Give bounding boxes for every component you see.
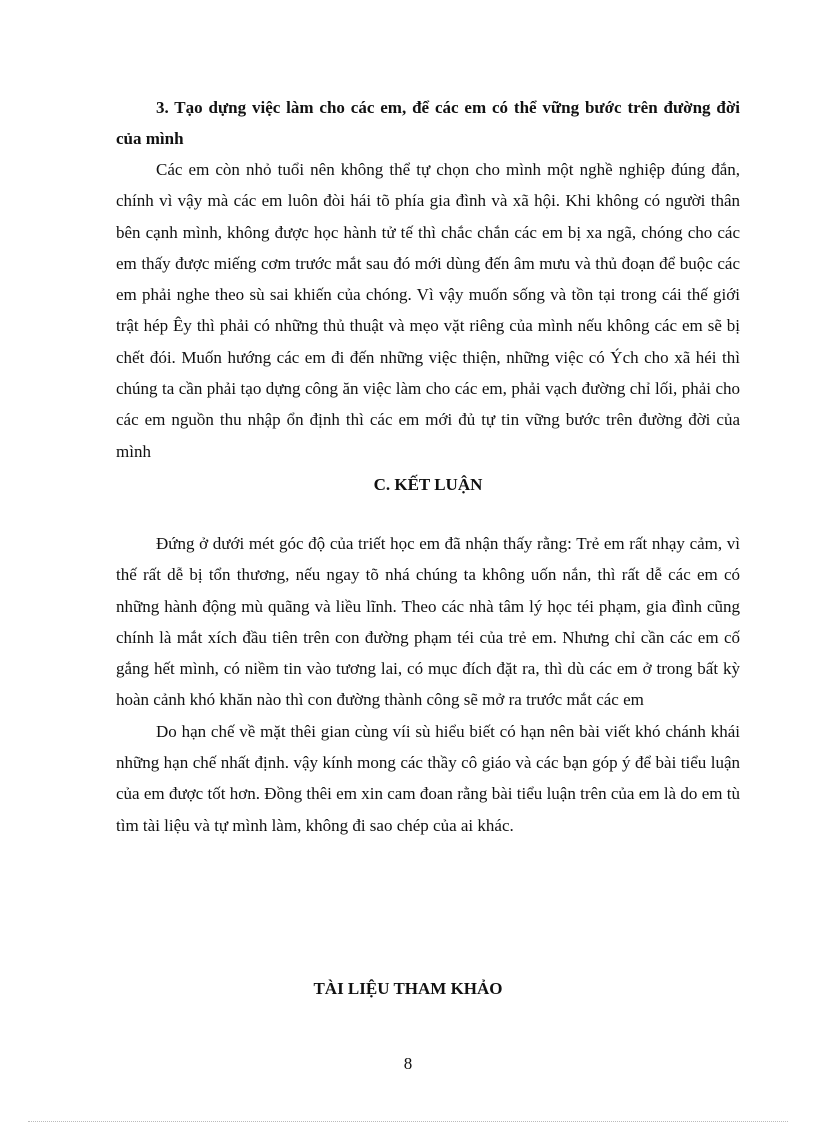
conclusion-heading: C. KẾT LUẬN <box>373 474 483 494</box>
conclusion-paragraph-1: Đứng ở dưới mét góc độ của triết học em đã nhận thấy rằng: Trẻ em rất nhạy cảm, vì thế rất dễ bị tổn thương, nếu ngay tõ nhá chúng ta không uốn nắn, thì rất dễ các em có những hành động mù quãng và liều lĩnh. Theo các nhà tâm lý học téi phạm, gia đình cũng chính là mắt xích đầu tiên trên con đường phạm téi của trẻ em. Nhưng chỉ cần các em cố gắng hết mình, có niềm tin vào tương lai, có mục đích đặt ra, thì dù các em ở trong bất kỳ hoàn cảnh khó khăn nào thì con đường thành công sẽ mở ra trước mắt các em <box>116 533 740 710</box>
section-3-paragraph: Các em còn nhỏ tuổi nên không thể tự chọn cho mình một nghề nghiệp đúng đắn, chính vì vậy mà các em luôn đòi hái tõ phía gia đình và xã hội. Khi không có người thân bên cạnh mình, không được học hành tử tế thì chắc chắn các em bị xa ngã, chóng cho các em thấy được miếng cơm trước mắt sau đó mới dùng đến âm mưu và thủ đoạn để buộc các em phải nghe theo sù sai khiến của chóng. Vì vậy muốn sống và tồn tại trong cái thế giới trật hép Êy thì phải có những thủ thuật và mẹo vặt riêng của mình nếu không các em sẽ bị chết đói. Muốn hướng các em đi đến những việc thiện, những việc có Ých cho xã héi thì chúng ta cần phải tạo dựng công ăn việc làm cho các em, phải vạch đường chỉ lối, phải cho các em nguồn thu nhập ổn định thì các em mới đủ tự tin vững bước trên đường đời của mình <box>116 160 740 461</box>
page-number: 8 <box>403 1054 413 1073</box>
section-3-heading: 3. Tạo dựng việc làm cho các em, để các em có thể vững bước trên đường đời của mình <box>116 98 740 148</box>
conclusion-paragraph-2: Do hạn chế về mặt thêi gian cùng víi sù hiểu biết có hạn nên bài viết khó chánh khái những hạn chế nhất định. vậy kính mong các thầy cô giáo và các bạn góp ý để bài tiểu luận của em được tốt hơn. Đồng thêi em xin cam đoan rằng bài tiểu luận trên của em là do em tù tìm tài liệu và tự mình làm, không đi sao chép của ai khác. <box>116 721 740 835</box>
page-content <box>116 92 740 841</box>
references-heading: TÀI LIỆU THAM KHẢO <box>313 979 503 998</box>
footer-divider <box>28 1121 788 1122</box>
